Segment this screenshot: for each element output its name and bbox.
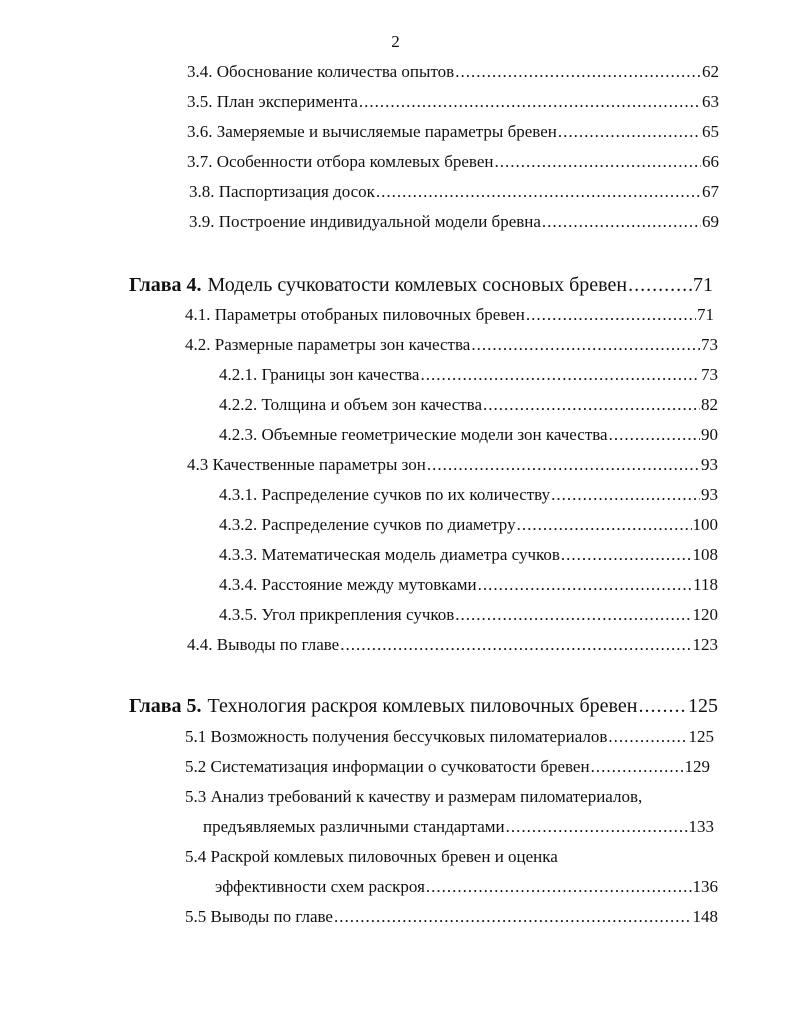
toc-entry-page: 71 [693,274,713,296]
toc-entry-title: 5.5 Выводы по главе [185,907,333,926]
toc-entry-page: 148 [692,907,718,926]
toc-entry-page: 66 [702,152,719,171]
dot-leader [420,363,700,387]
toc-entry-title: 3.6. Замеряемые и вычисляемые параметры бревен [187,122,557,141]
toc-entry-title: Технология раскроя комлевых пиловочных бревен [207,695,638,717]
toc-entry-title: 3.4. Обоснование количества опытов [187,62,455,81]
toc-entry-5-5 [185,905,718,929]
toc-entry-title: 4.3.4. Расстояние между мутовками [219,575,477,594]
toc-entry-page: 123 [692,635,718,654]
toc-entry-4-3-2 [219,513,718,537]
dot-leader [561,543,692,567]
dot-leader [506,815,688,839]
toc-entry-3-8 [189,180,719,204]
toc-entry-title: Модель сучковатости комлевых сосновых бревен [207,274,628,296]
toc-entry-4-3-4 [219,573,718,597]
toc-entry-4-2 [185,333,718,357]
toc-entry-title: 3.9. Построение индивидуальной модели бревна [189,212,541,231]
dot-leader [478,573,693,597]
toc-entry-page: 93 [701,485,718,504]
toc-entry-4-3-3 [219,543,718,567]
toc-entry-title: 5.2 Систематизация информации о сучковатости бревен [185,757,590,776]
toc-entry-title: эффективности схем раскроя [215,877,425,896]
toc-entry-4-2-1 [219,363,718,387]
toc-entry-title: 5.1 Возможность получения бессучковых пиломатериалов [185,727,608,746]
toc-entry-page: 90 [701,425,718,444]
toc-entry-5-4-cont [215,875,718,899]
toc-entry-title: 4.3.2. Распределение сучков по диаметру [219,515,516,534]
toc-chapter-4 [129,273,713,297]
toc-entry-page: 73 [701,365,718,384]
toc-entry-title: 3.7. Особенности отбора комлевых бревен [187,152,494,171]
dot-leader [340,633,691,657]
toc-entry-5-1 [185,725,714,749]
toc-entry-title: 4.2.2. Толщина и объем зон качества [219,395,483,414]
dot-leader [455,60,701,84]
toc-entry-4-1 [185,303,714,327]
dot-leader [517,513,692,537]
toc-entry-3-6 [187,120,719,144]
toc-entry-title: 4.3 Качественные параметры зон [187,455,426,474]
chapter-label: Глава 5. [129,695,202,717]
dot-leader [334,905,692,929]
dot-leader [628,273,692,297]
toc-entry-4-3-1 [219,483,718,507]
toc-entry-title: 4.2.1. Границы зон качества [219,365,420,384]
toc-entry-page: 129 [684,757,710,776]
toc-entry-5-3-cont [203,815,714,839]
toc-entry-5-2 [185,755,710,779]
toc-entry-page: 118 [693,575,718,594]
toc-entry-page: 136 [692,877,718,896]
toc-entry-page: 82 [701,395,718,414]
dot-leader [494,150,701,174]
toc-entry-3-5 [187,90,719,114]
toc-entry-3-4 [187,60,719,84]
toc-entry-title: 5.4 Раскрой комлевых пиловочных бревен и оценка [185,847,558,866]
page-number: 2 [391,32,400,51]
toc-entry-title: 5.3 Анализ требований к качеству и размерам пиломатериалов, [185,787,643,806]
toc-entry-title: 4.4. Выводы по главе [187,635,340,654]
dot-leader [471,333,700,357]
dot-leader [455,603,691,627]
toc-entry-title: 3.8. Паспортизация досок [189,182,375,201]
toc-entry-4-3-5 [219,603,718,627]
dot-leader [427,453,700,477]
toc-entry-title: 4.1. Параметры отобраных пиловочных бревен [185,305,525,324]
dot-leader [591,755,684,779]
toc-entry-page: 93 [701,455,718,474]
toc-entry-page: 133 [688,817,714,836]
toc-entry-page: 108 [692,545,718,564]
toc-entry-page: 67 [702,182,719,201]
toc-entry-4-2-3 [219,423,718,447]
toc-entry-title: предъявляемых различными стандартами [203,817,505,836]
toc-entry-title: 4.2. Размерные параметры зон качества [185,335,471,354]
toc-entry-page: 62 [702,62,719,81]
toc-entry-4-3 [187,453,718,477]
chapter-label: Глава 4. [129,274,202,296]
dot-leader [376,180,701,204]
dot-leader [558,120,701,144]
toc-entry-title: 4.3.3. Математическая модель диаметра сучков [219,545,560,564]
toc-entry-page: 65 [702,122,719,141]
dot-leader [359,90,701,114]
toc-entry-page: 73 [701,335,718,354]
dot-leader [551,483,700,507]
dot-leader [526,303,696,327]
toc-entry-title: 3.5. План эксперимента [187,92,358,111]
toc-entry-page: 125 [688,727,714,746]
toc-entry-page: 100 [692,515,718,534]
toc-entry-page: 69 [702,212,719,231]
toc-entry-title: 4.3.5. Угол прикрепления сучков [219,605,455,624]
dot-leader [426,875,692,899]
toc-entry-page: 125 [688,695,718,717]
toc-entry-5-4 [185,845,718,869]
toc-entry-title: 4.3.1. Распределение сучков по их количеству [219,485,551,504]
dot-leader [483,393,700,417]
toc-entry-5-3 [185,785,718,809]
toc-entry-title: 4.2.3. Объемные геометрические модели зон качества [219,425,608,444]
toc-entry-3-7 [187,150,719,174]
toc-entry-page: 63 [702,92,719,111]
toc-entry-page: 71 [697,305,714,324]
dot-leader [608,725,687,749]
toc-entry-4-2-2 [219,393,718,417]
dot-leader [638,694,687,718]
dot-leader [542,210,701,234]
toc-entry-3-9 [189,210,719,234]
toc-entry-page: 120 [692,605,718,624]
toc-chapter-5 [129,694,718,718]
dot-leader [609,423,700,447]
toc-entry-4-4 [187,633,718,657]
